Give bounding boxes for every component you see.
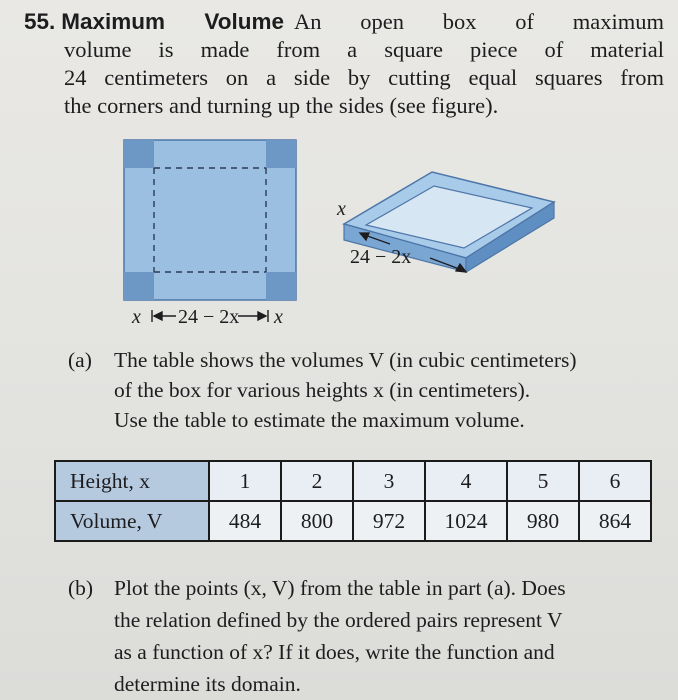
flat-x-right: x: [274, 306, 283, 328]
table-row-height: [55, 461, 651, 501]
box-height-label: x: [337, 198, 346, 220]
corner-square-tl: [124, 140, 154, 168]
volume-cell: 972: [353, 501, 425, 541]
volume-table: [54, 460, 652, 542]
height-header: Height, x: [55, 461, 209, 501]
volume-cell: 1024: [425, 501, 507, 541]
figure-drawing: [0, 130, 678, 340]
box-side-label: 24 − 2x: [350, 246, 412, 268]
problem-statement: [24, 8, 664, 120]
height-cell: 6: [579, 461, 651, 501]
problem-line-2: volume is made from a square piece of material: [64, 37, 664, 62]
part-a: [68, 345, 643, 435]
part-b-line-2: the relation defined by the ordered pairs represent V: [114, 608, 563, 632]
height-cell: 3: [353, 461, 425, 501]
problem-number: 55.: [24, 9, 56, 34]
height-cell: 1: [209, 461, 281, 501]
volume-cell: 864: [579, 501, 651, 541]
height-cell: 4: [425, 461, 507, 501]
corner-square-br: [266, 272, 296, 300]
table-row-volume: [55, 501, 651, 541]
flat-x-left: x: [132, 306, 141, 328]
height-cell: 2: [281, 461, 353, 501]
problem-title: Maximum Volume: [61, 9, 285, 34]
part-b-line-4: determine its domain.: [114, 672, 301, 696]
part-a-line-2: of the box for various heights x (in centimeters).: [114, 378, 531, 402]
part-b-label: (b): [68, 576, 94, 600]
part-a-line-3: Use the table to estimate the maximum volume.: [114, 408, 525, 432]
volume-cell: 800: [281, 501, 353, 541]
height-cell: 5: [507, 461, 579, 501]
part-a-label: (a): [68, 348, 92, 372]
volume-cell: 484: [209, 501, 281, 541]
volume-cell: 980: [507, 501, 579, 541]
problem-line-1: 55. Maximum Volume An open box of maximum: [24, 9, 664, 34]
part-a-line-1: The table shows the volumes V (in cubic centimeters): [114, 348, 577, 372]
volume-header: Volume, V: [55, 501, 209, 541]
corner-square-tr: [266, 140, 296, 168]
corner-square-bl: [124, 272, 154, 300]
part-b: [68, 572, 663, 700]
problem-line-3: 24 centimeters on a side by cutting equal squares from: [64, 65, 664, 90]
part-b-line-3: as a function of x? If it does, write the function and: [114, 640, 555, 664]
part-b-line-1: Plot the points (x, V) from the table in part (a). Does: [114, 576, 566, 600]
box-figure: [0, 130, 678, 340]
problem-line-4: the corners and turning up the sides (see figure).: [64, 93, 499, 118]
flat-dimension-label: 24 − 2x: [178, 306, 240, 328]
